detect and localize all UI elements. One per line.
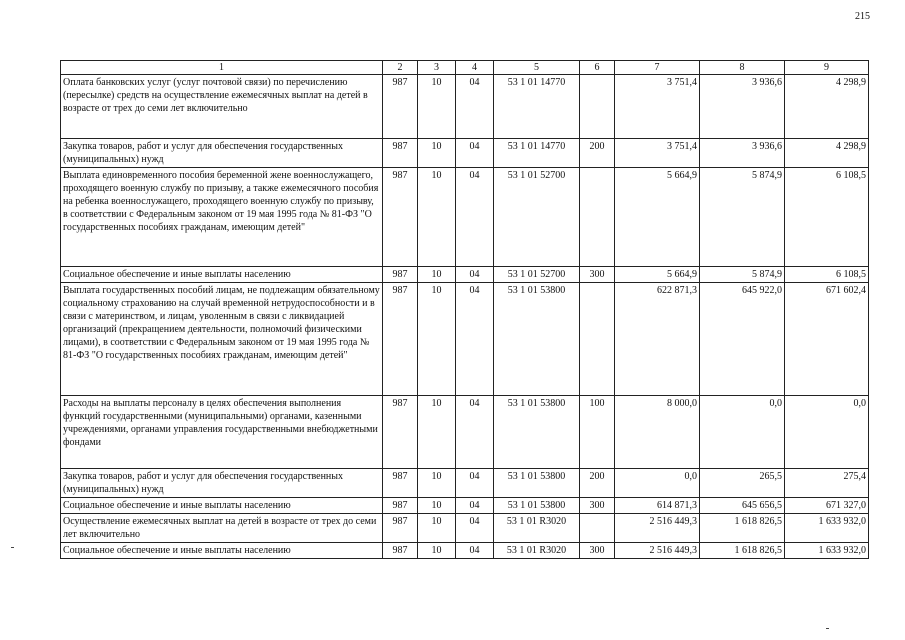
target-article-code: 53 1 01 52700 [494,267,580,283]
section-code: 10 [418,514,456,543]
amount-col9: 4 298,9 [785,139,869,168]
expense-type-code: 300 [580,267,615,283]
column-header: 4 [456,61,494,75]
row-name: Социальное обеспечение и иные выплаты населению [61,543,383,559]
amount-col7: 0,0 [615,469,700,498]
subsection-code: 04 [456,75,494,139]
target-article-code: 53 1 01 14770 [494,75,580,139]
amount-col8: 5 874,9 [700,168,785,267]
page-number: 215 [855,11,870,22]
column-header: 2 [383,61,418,75]
ministry-code: 987 [383,267,418,283]
amount-col7: 622 871,3 [615,283,700,396]
row-name: Закупка товаров, работ и услуг для обеспечения государственных (муниципальных) нужд [61,469,383,498]
expense-type-code [580,75,615,139]
section-code: 10 [418,168,456,267]
amount-col9: 6 108,5 [785,267,869,283]
target-article-code: 53 1 01 52700 [494,168,580,267]
amount-col8: 1 618 826,5 [700,543,785,559]
subsection-code: 04 [456,543,494,559]
target-article-code: 53 1 01 53800 [494,498,580,514]
amount-col8: 3 936,6 [700,139,785,168]
expense-type-code: 100 [580,396,615,469]
amount-col8: 265,5 [700,469,785,498]
ministry-code: 987 [383,168,418,267]
table-row [61,514,869,543]
amount-col8: 0,0 [700,396,785,469]
row-name: Выплата единовременного пособия беременной жене военнослужащего, проходящего военную службу по призыву, а также ежемесячного пособия на ребенка военнослужащего, проходящего военную службу по призыву, в соответствии с Федеральным законом от 19 мая 1995 года № 81-ФЗ "О государственных пособиях гражданам, имеющим детей" [61,168,383,267]
table-row [61,283,869,396]
expense-type-code [580,283,615,396]
subsection-code: 04 [456,396,494,469]
amount-col7: 3 751,4 [615,139,700,168]
amount-col7: 2 516 449,3 [615,514,700,543]
column-header: 9 [785,61,869,75]
section-code: 10 [418,283,456,396]
amount-col9: 1 633 932,0 [785,543,869,559]
expense-type-code: 200 [580,139,615,168]
ministry-code: 987 [383,139,418,168]
section-code: 10 [418,543,456,559]
subsection-code: 04 [456,283,494,396]
column-header: 5 [494,61,580,75]
table-header-row [61,61,869,75]
table-row [61,267,869,283]
amount-col7: 5 664,9 [615,168,700,267]
column-header: 8 [700,61,785,75]
expense-type-code [580,168,615,267]
row-name: Оплата банковских услуг (услуг почтовой связи) по перечислению (пересылке) средств на осуществление ежемесячных выплат на детей в возрасте от трех до семи лет включительно [61,75,383,139]
amount-col7: 2 516 449,3 [615,543,700,559]
target-article-code: 53 1 01 53800 [494,469,580,498]
amount-col8: 645 656,5 [700,498,785,514]
expense-type-code [580,514,615,543]
subsection-code: 04 [456,267,494,283]
section-code: 10 [418,267,456,283]
amount-col7: 3 751,4 [615,75,700,139]
section-code: 10 [418,498,456,514]
amount-col9: 4 298,9 [785,75,869,139]
amount-col7: 5 664,9 [615,267,700,283]
amount-col7: 8 000,0 [615,396,700,469]
ministry-code: 987 [383,498,418,514]
column-header: 6 [580,61,615,75]
table-row [61,469,869,498]
target-article-code: 53 1 01 53800 [494,283,580,396]
target-article-code: 53 1 01 14770 [494,139,580,168]
row-name: Осуществление ежемесячных выплат на детей в возрасте от трех до семи лет включительно [61,514,383,543]
subsection-code: 04 [456,514,494,543]
row-name: Расходы на выплаты персоналу в целях обеспечения выполнения функций государственными (муниципальными) органами, казенными учреждениями, органами управления государственными внебюджетными фондами [61,396,383,469]
amount-col8: 5 874,9 [700,267,785,283]
amount-col9: 1 633 932,0 [785,514,869,543]
ministry-code: 987 [383,543,418,559]
section-code: 10 [418,139,456,168]
section-code: 10 [418,469,456,498]
row-name: Социальное обеспечение и иные выплаты населению [61,498,383,514]
ministry-code: 987 [383,396,418,469]
column-header: 7 [615,61,700,75]
section-code: 10 [418,396,456,469]
target-article-code: 53 1 01 R3020 [494,514,580,543]
ministry-code: 987 [383,469,418,498]
row-name: Закупка товаров, работ и услуг для обеспечения государственных (муниципальных) нужд [61,139,383,168]
subsection-code: 04 [456,139,494,168]
scan-speck [826,628,829,629]
column-header: 3 [418,61,456,75]
scan-speck [11,547,14,548]
amount-col9: 671 602,4 [785,283,869,396]
budget-table [60,60,869,559]
subsection-code: 04 [456,168,494,267]
amount-col9: 275,4 [785,469,869,498]
ministry-code: 987 [383,514,418,543]
subsection-code: 04 [456,469,494,498]
table-row [61,498,869,514]
ministry-code: 987 [383,283,418,396]
expense-type-code: 200 [580,469,615,498]
target-article-code: 53 1 01 53800 [494,396,580,469]
expense-type-code: 300 [580,498,615,514]
table-row [61,139,869,168]
ministry-code: 987 [383,75,418,139]
amount-col9: 0,0 [785,396,869,469]
table-row [61,168,869,267]
expense-type-code: 300 [580,543,615,559]
amount-col9: 671 327,0 [785,498,869,514]
subsection-code: 04 [456,498,494,514]
column-header: 1 [61,61,383,75]
amount-col8: 1 618 826,5 [700,514,785,543]
amount-col8: 3 936,6 [700,75,785,139]
amount-col7: 614 871,3 [615,498,700,514]
row-name: Выплата государственных пособий лицам, не подлежащим обязательному социальному страхованию на случай временной нетрудоспособности и в связи с материнством, и лицам, уволенным в связи с ликвидацией организаций (прекращением деятельности, полномочий физическими лицами), в соответствии с Федеральным законом от 19 мая 1995 года № 81-ФЗ "О государственных пособиях гражданам, имеющим детей" [61,283,383,396]
table-row [61,75,869,139]
section-code: 10 [418,75,456,139]
row-name: Социальное обеспечение и иные выплаты населению [61,267,383,283]
target-article-code: 53 1 01 R3020 [494,543,580,559]
table-row [61,396,869,469]
table-row [61,543,869,559]
amount-col8: 645 922,0 [700,283,785,396]
amount-col9: 6 108,5 [785,168,869,267]
